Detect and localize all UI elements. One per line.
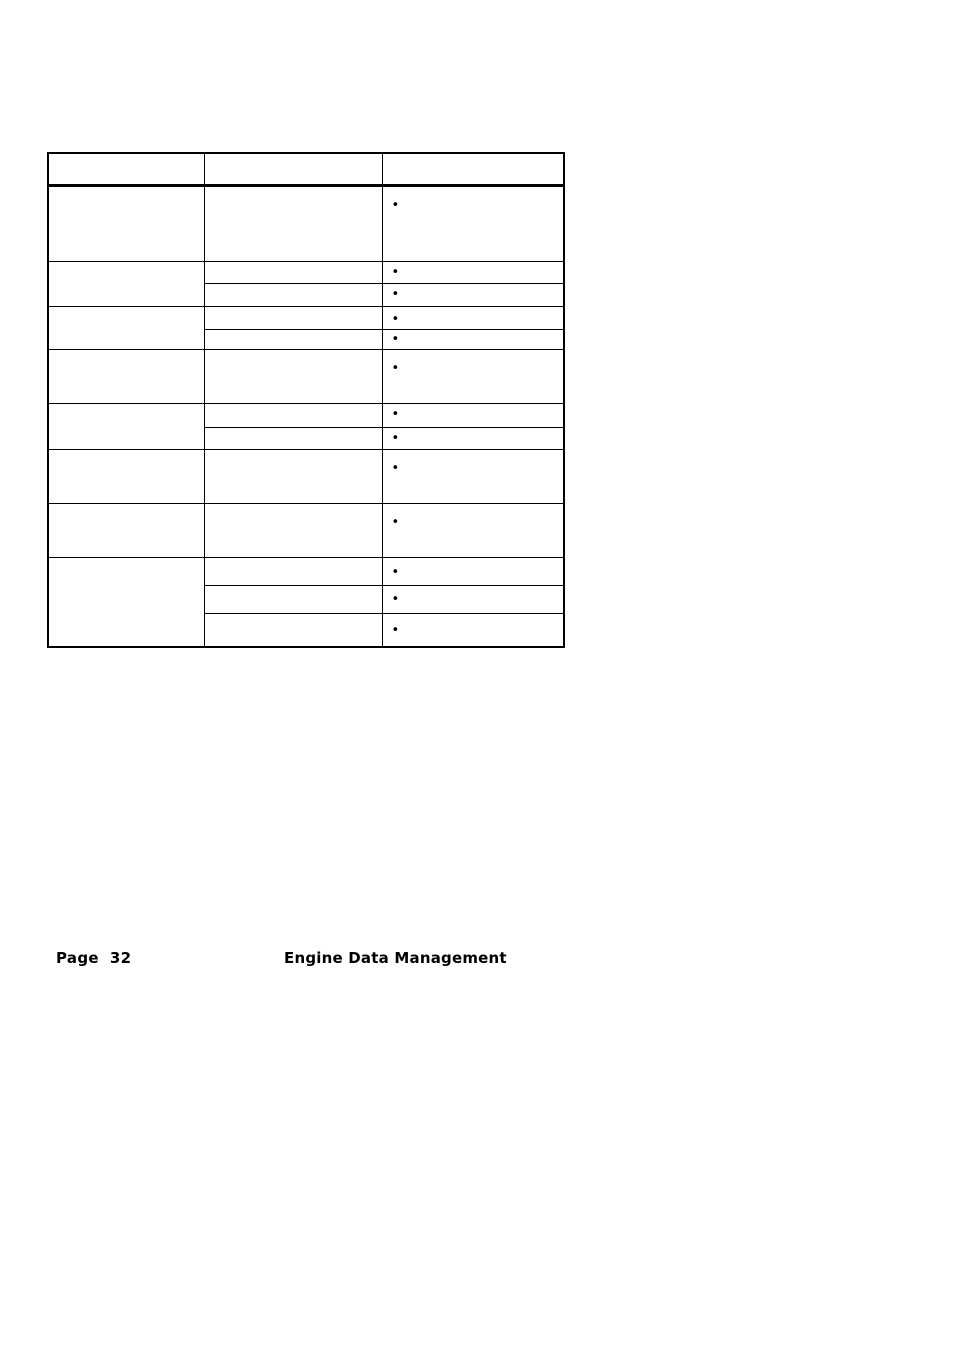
table-cell bbox=[48, 350, 204, 404]
table-cell bbox=[382, 558, 564, 586]
table-cell bbox=[204, 307, 382, 330]
table-cell bbox=[204, 614, 382, 648]
data-table bbox=[47, 152, 565, 648]
table-cell bbox=[48, 307, 204, 350]
table-cell bbox=[382, 262, 564, 284]
table-cell bbox=[48, 504, 204, 558]
table-cell bbox=[204, 558, 382, 586]
bullet-icon: • bbox=[391, 287, 400, 302]
table-cell bbox=[204, 262, 382, 284]
bullet-icon: • bbox=[391, 592, 400, 607]
bullet-icon: • bbox=[391, 565, 400, 580]
table-cell bbox=[382, 614, 564, 648]
table-cell bbox=[48, 186, 204, 262]
bullet-icon: • bbox=[391, 361, 400, 376]
table-row bbox=[48, 350, 564, 404]
table-cell bbox=[48, 262, 204, 307]
table-cell bbox=[204, 284, 382, 307]
table-row bbox=[48, 504, 564, 558]
document-title: Engine Data Management bbox=[284, 949, 507, 967]
bullet-icon: • bbox=[391, 407, 400, 422]
table-cell bbox=[382, 350, 564, 404]
bullet-icon: • bbox=[391, 623, 400, 638]
header-cell-1 bbox=[48, 153, 204, 186]
table-cell bbox=[382, 307, 564, 330]
table-cell bbox=[48, 404, 204, 450]
page-number: Page 32 bbox=[56, 949, 132, 967]
header-cell-3 bbox=[382, 153, 564, 186]
table-cell bbox=[204, 330, 382, 350]
bullet-icon: • bbox=[391, 515, 400, 530]
table-cell bbox=[382, 504, 564, 558]
bullet-icon: • bbox=[391, 461, 400, 476]
bullet-icon: • bbox=[391, 431, 400, 446]
table-cell bbox=[382, 330, 564, 350]
table-cell bbox=[382, 404, 564, 428]
table-cell bbox=[382, 186, 564, 262]
table-cell bbox=[204, 586, 382, 614]
bullet-icon: • bbox=[391, 312, 400, 327]
table-row bbox=[48, 186, 564, 262]
table-header-row bbox=[48, 153, 564, 186]
table-cell bbox=[204, 504, 382, 558]
table-cell bbox=[204, 186, 382, 262]
bullet-icon: • bbox=[391, 198, 400, 213]
table-cell bbox=[48, 558, 204, 648]
table-cell bbox=[204, 350, 382, 404]
header-cell-2 bbox=[204, 153, 382, 186]
bullet-icon: • bbox=[391, 332, 400, 347]
table-cell bbox=[382, 586, 564, 614]
table-cell bbox=[382, 450, 564, 504]
table-cell bbox=[204, 428, 382, 450]
table-row bbox=[48, 404, 564, 428]
table-cell bbox=[382, 284, 564, 307]
table-row bbox=[48, 262, 564, 284]
table-row bbox=[48, 558, 564, 586]
table-cell bbox=[204, 450, 382, 504]
table-cell bbox=[48, 450, 204, 504]
table-row bbox=[48, 450, 564, 504]
table-row bbox=[48, 307, 564, 330]
table-cell bbox=[204, 404, 382, 428]
table-cell bbox=[382, 428, 564, 450]
bullet-icon: • bbox=[391, 265, 400, 280]
